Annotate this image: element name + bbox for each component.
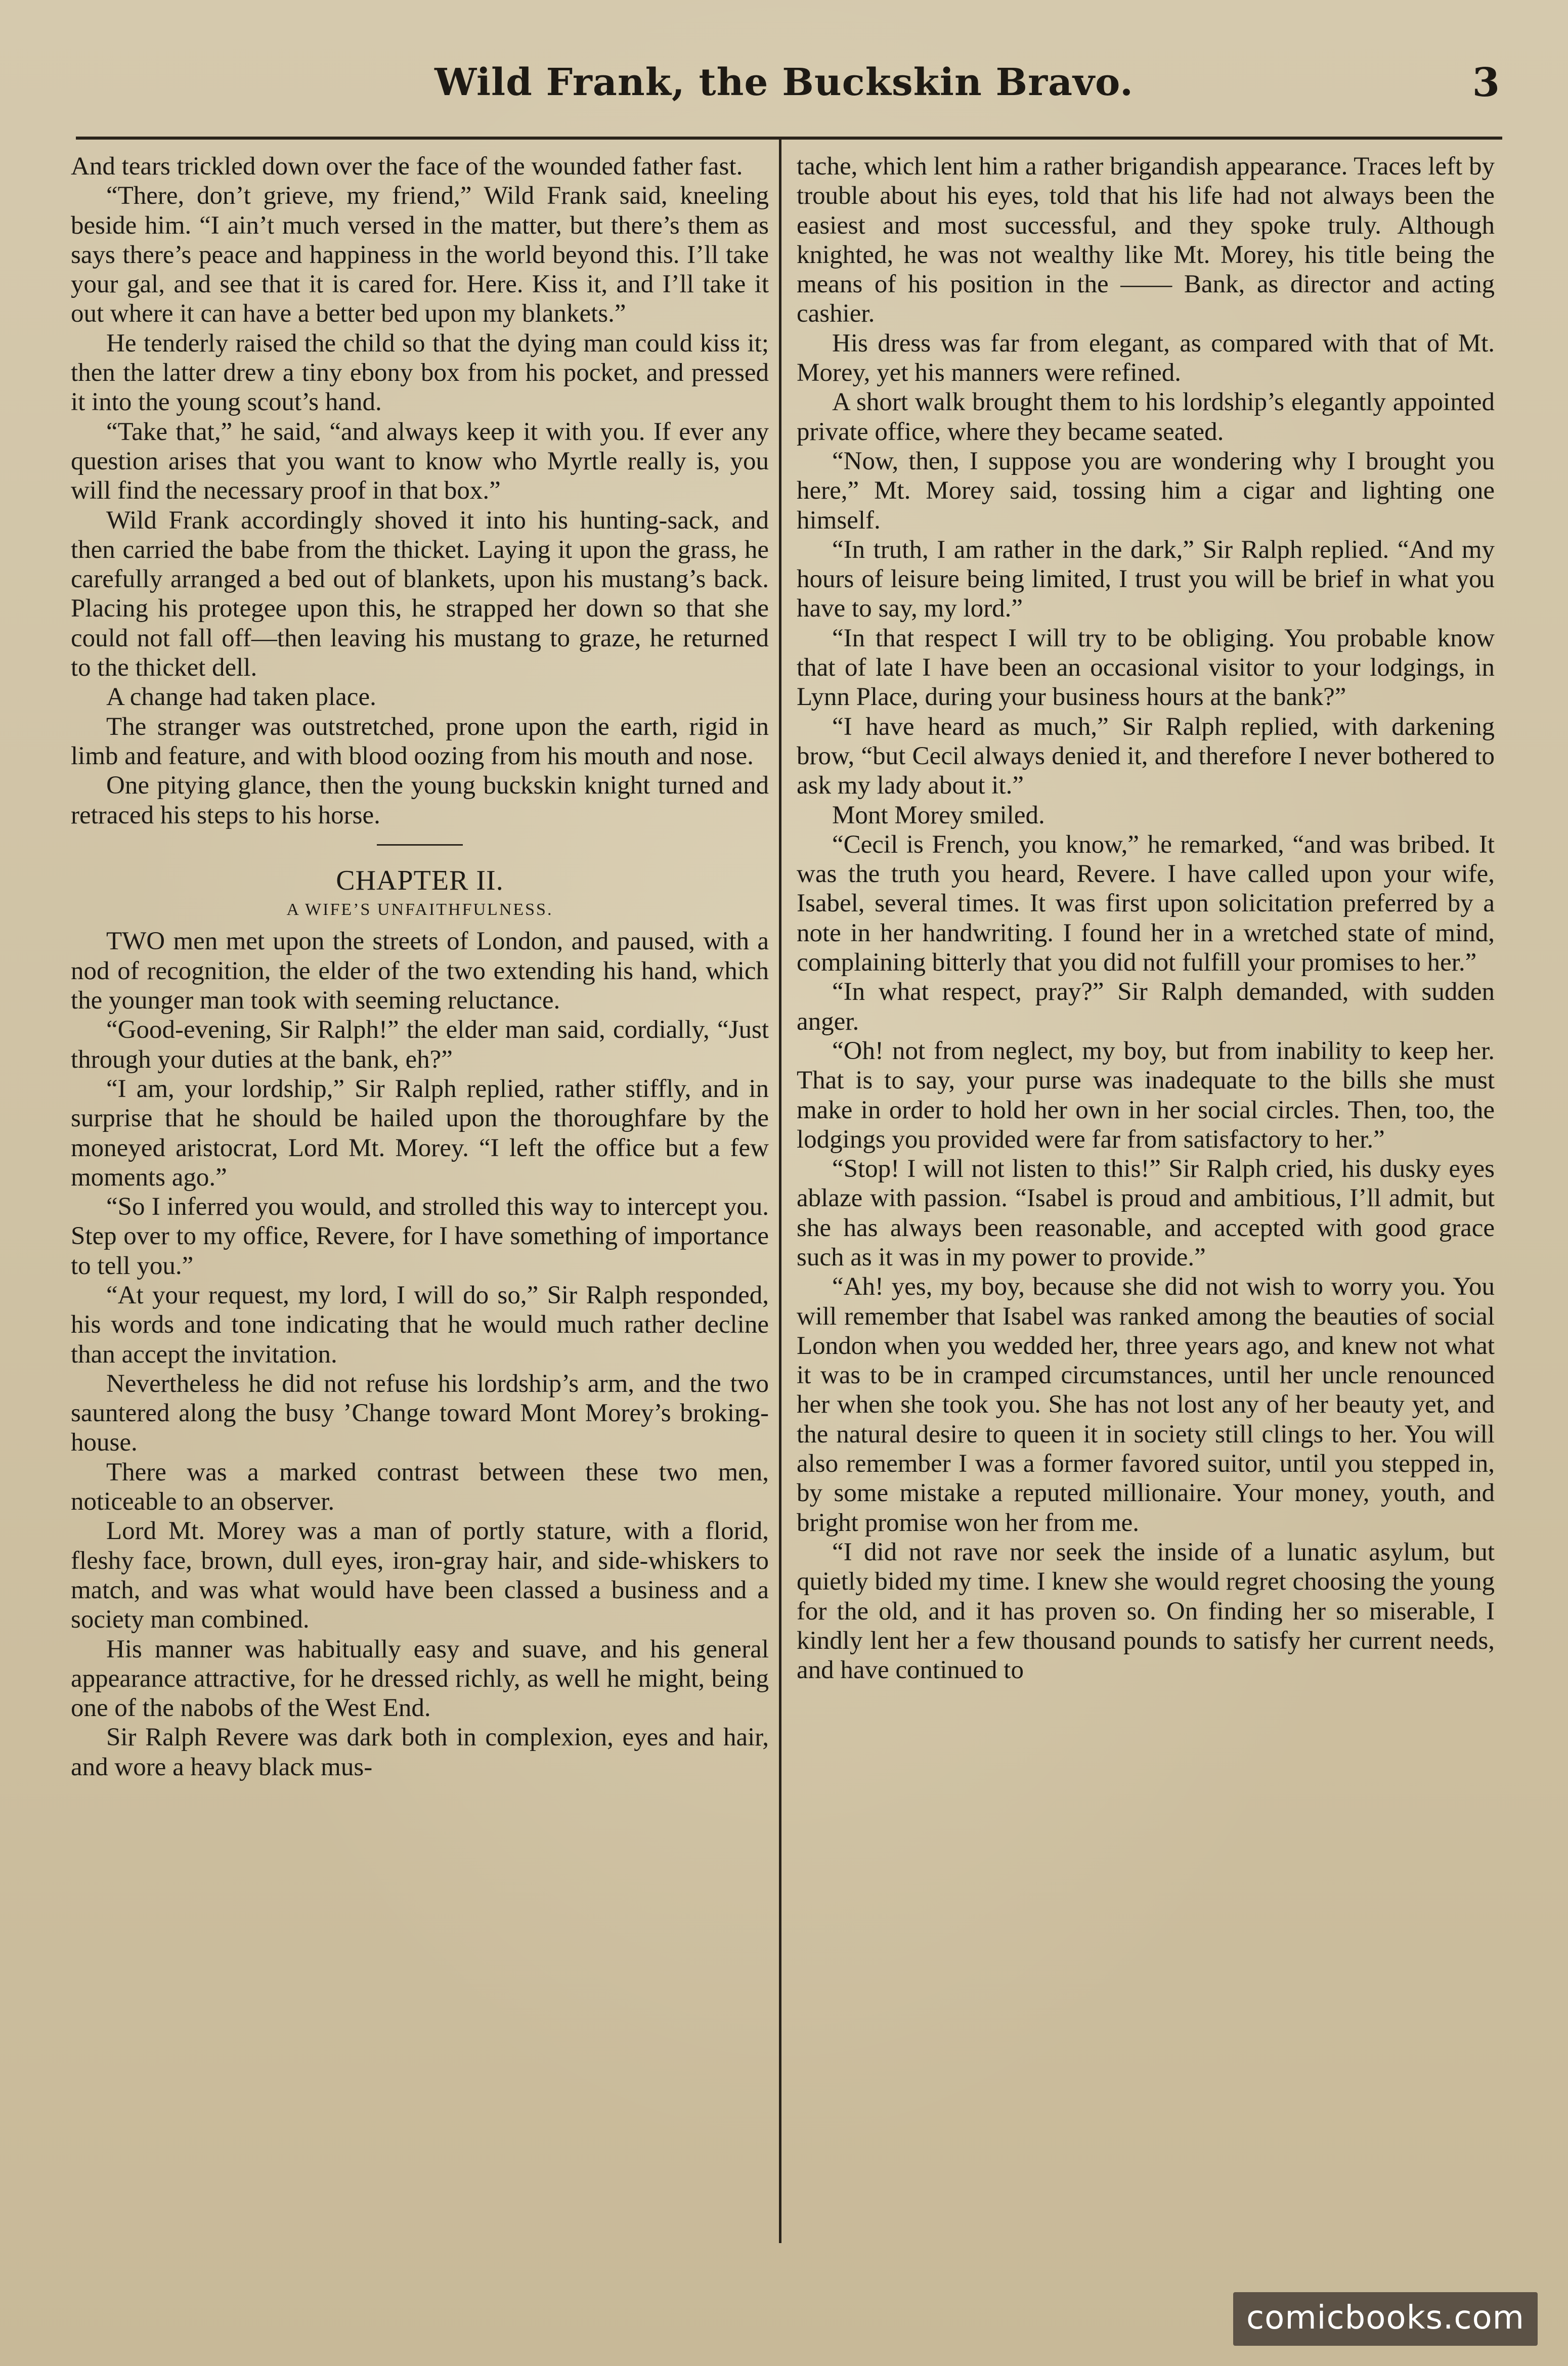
paragraph: “In truth, I am rather in the dark,” Sir Ralph replied. “And my hours of leisure being limited, I trust you will be brief in what you have to say, my lord.” bbox=[797, 535, 1495, 623]
paragraph: TWO men met upon the streets of London, and paused, with a nod of recognition, the elder of the two extending his hand, which the younger man took with seeming reluctance. bbox=[71, 927, 769, 1015]
paragraph: His dress was far from elegant, as compared with that of Mt. Morey, yet his manners were refined. bbox=[797, 329, 1495, 387]
watermark: comicbooks.com bbox=[1233, 2292, 1538, 2346]
paragraph: Mont Morey smiled. bbox=[832, 801, 1045, 829]
column-divider bbox=[779, 139, 781, 2243]
chapter-title: CHAPTER II. bbox=[336, 864, 504, 896]
paragraph: “Now, then, I suppose you are wondering why I brought you here,” Mt. Morey said, tossing him a cigar and lighting one himself. bbox=[797, 447, 1495, 535]
section-rule bbox=[377, 844, 463, 846]
paragraph: “In that respect I will try to be obliging. You probable know that of late I have been an occasional visitor to your lodgings, in Lynn Place, during your business hours at the bank?” bbox=[797, 624, 1495, 712]
left-column bbox=[71, 152, 769, 2256]
paragraph: “So I inferred you would, and strolled this way to intercept you. Step over to my office, Revere, for I have something of importance to tell you.” bbox=[71, 1193, 769, 1280]
paragraph: “Oh! not from neglect, my boy, but from inability to keep her. That is to say, your purse was inadequate to the bills she must make in order to hold her own in her social circles. Then, too, the lodgings you provided were far from satisfactory to her.” bbox=[797, 1036, 1495, 1154]
chapter-subtitle: A WIFE’S UNFAITHFULNESS. bbox=[286, 900, 553, 919]
paragraph: “I have heard as much,” Sir Ralph replied, with darkening brow, “but Cecil always denied it, and therefore I never bothered to ask my lady about it.” bbox=[797, 712, 1495, 800]
paragraph: His manner was habitually easy and suave, and his general appearance attractive, for he dressed richly, as well he might, being one of the nabobs of the West End. bbox=[71, 1635, 769, 1723]
paragraph: Wild Frank accordingly shoved it into his hunting-sack, and then carried the babe from the thicket. Laying it upon the grass, he carefully arranged a bed out of blankets, upon his mustang’s back. Placing his protegee upon this, he strapped her down so that she could not fall off—then leaving his mustang to graze, he returned to the thicket dell. bbox=[71, 506, 769, 682]
paragraph: One pitying glance, then the young buckskin knight turned and retraced his steps to his horse. bbox=[71, 771, 769, 829]
paragraph: The stranger was outstretched, prone upon the earth, rigid in limb and feature, and with blood oozing from his mouth and nose. bbox=[71, 712, 769, 770]
paragraph: Sir Ralph Revere was dark both in complexion, eyes and hair, and wore a heavy black mus- bbox=[71, 1723, 769, 1781]
paragraph: “I am, your lordship,” Sir Ralph replied, rather stiffly, and in surprise that he should be hailed upon the thoroughfare by the moneyed aristocrat, Lord Mt. Morey. “I left the office but a few moments ago.” bbox=[71, 1074, 769, 1192]
paragraph: “Cecil is French, you know,” he remarked, “and was bribed. It was the truth you heard, Revere. I have called upon your wife, Isabel, several times. It was first upon solicitation preferred by a note in her handwriting. I found her in a wretched state of mind, complaining bitterly that you did not fulfill your promises to her.” bbox=[797, 830, 1495, 977]
paragraph: “Ah! yes, my boy, because she did not wish to worry you. You will remember that Isabel was ranked among the beauties of social London when you wedded her, three years ago, and knew not what it was to be in cramped circumstances, until her uncle renounced her when she took you. She has not lost any of her beauty yet, and the natural desire to queen it in society still clings to her. You will also remember I was a former favored suitor, until you stepped in, by some mistake a reputed millionaire. Your money, youth, and bright promise won her from me. bbox=[797, 1273, 1495, 1537]
right-column bbox=[797, 152, 1495, 2256]
paragraph: A short walk brought them to his lordship’s elegantly appointed private office, where they became seated. bbox=[797, 388, 1495, 446]
paragraph: “At your request, my lord, I will do so,” Sir Ralph responded, his words and tone indicating that he would much rather decline than accept the invitation. bbox=[71, 1281, 769, 1369]
paragraph: There was a marked contrast between these two men, noticeable to an observer. bbox=[71, 1458, 769, 1516]
running-title: Wild Frank, the Buckskin Bravo. bbox=[434, 61, 1134, 104]
paragraph: “There, don’t grieve, my friend,” Wild Frank said, kneeling beside him. “I ain’t much versed in the matter, but there’s them as says there’s peace and happiness in the world beyond this. I’ll take your gal, and see that it is cared for. Here. Kiss it, and I’ll take it out where it can have a better bed upon my blankets.” bbox=[71, 182, 769, 328]
paragraph: “In what respect, pray?” Sir Ralph demanded, with sudden anger. bbox=[797, 978, 1495, 1036]
paragraph: tache, which lent him a rather brigandish appearance. Traces left by trouble about his eyes, told that his life had not always been the easiest and most successful, and they spoke truly. Although knighted, he was not wealthy like Mt. Morey, his title being the means of his position in the —— Bank, as director and acting cashier. bbox=[797, 152, 1495, 328]
paragraph: Lord Mt. Morey was a man of portly stature, with a florid, fleshy face, brown, dull eyes, iron-gray hair, and side-whiskers to match, and was what would have been classed a business and a society man combined. bbox=[71, 1517, 769, 1634]
paragraph: And tears trickled down over the face of the wounded father fast. bbox=[71, 152, 743, 181]
paragraph: He tenderly raised the child so that the dying man could kiss it; then the latter drew a tiny ebony box from his pocket, and pressed it into the young scout’s hand. bbox=[71, 329, 769, 417]
header-rule bbox=[76, 137, 1502, 140]
paragraph: “I did not rave nor seek the inside of a lunatic asylum, but quietly bided my time. I knew she would regret choosing the young for the old, and it has proven so. On finding her so miserable, I kindly lent her a few thousand pounds to satisfy her current needs, and have continued to bbox=[797, 1538, 1495, 1685]
paragraph: “Stop! I will not listen to this!” Sir Ralph cried, his dusky eyes ablaze with passion. “Isabel is proud and ambitious, I’ll admit, but she has always been reasonable, and accepted with good grace such as it was in my power to provide.” bbox=[797, 1155, 1495, 1272]
paragraph: Nevertheless he did not refuse his lordship’s arm, and the two sauntered along the busy ’Change toward Mont Morey’s broking-house. bbox=[71, 1369, 769, 1457]
paragraph: “Take that,” he said, “and always keep it with you. If ever any question arises that you want to know who Myrtle really is, you will find the necessary proof in that box.” bbox=[71, 417, 769, 505]
paragraph: “Good-evening, Sir Ralph!” the elder man said, cordially, “Just through your duties at the bank, eh?” bbox=[71, 1016, 769, 1074]
page-number: 3 bbox=[1472, 60, 1500, 106]
paragraph: A change had taken place. bbox=[106, 683, 376, 712]
